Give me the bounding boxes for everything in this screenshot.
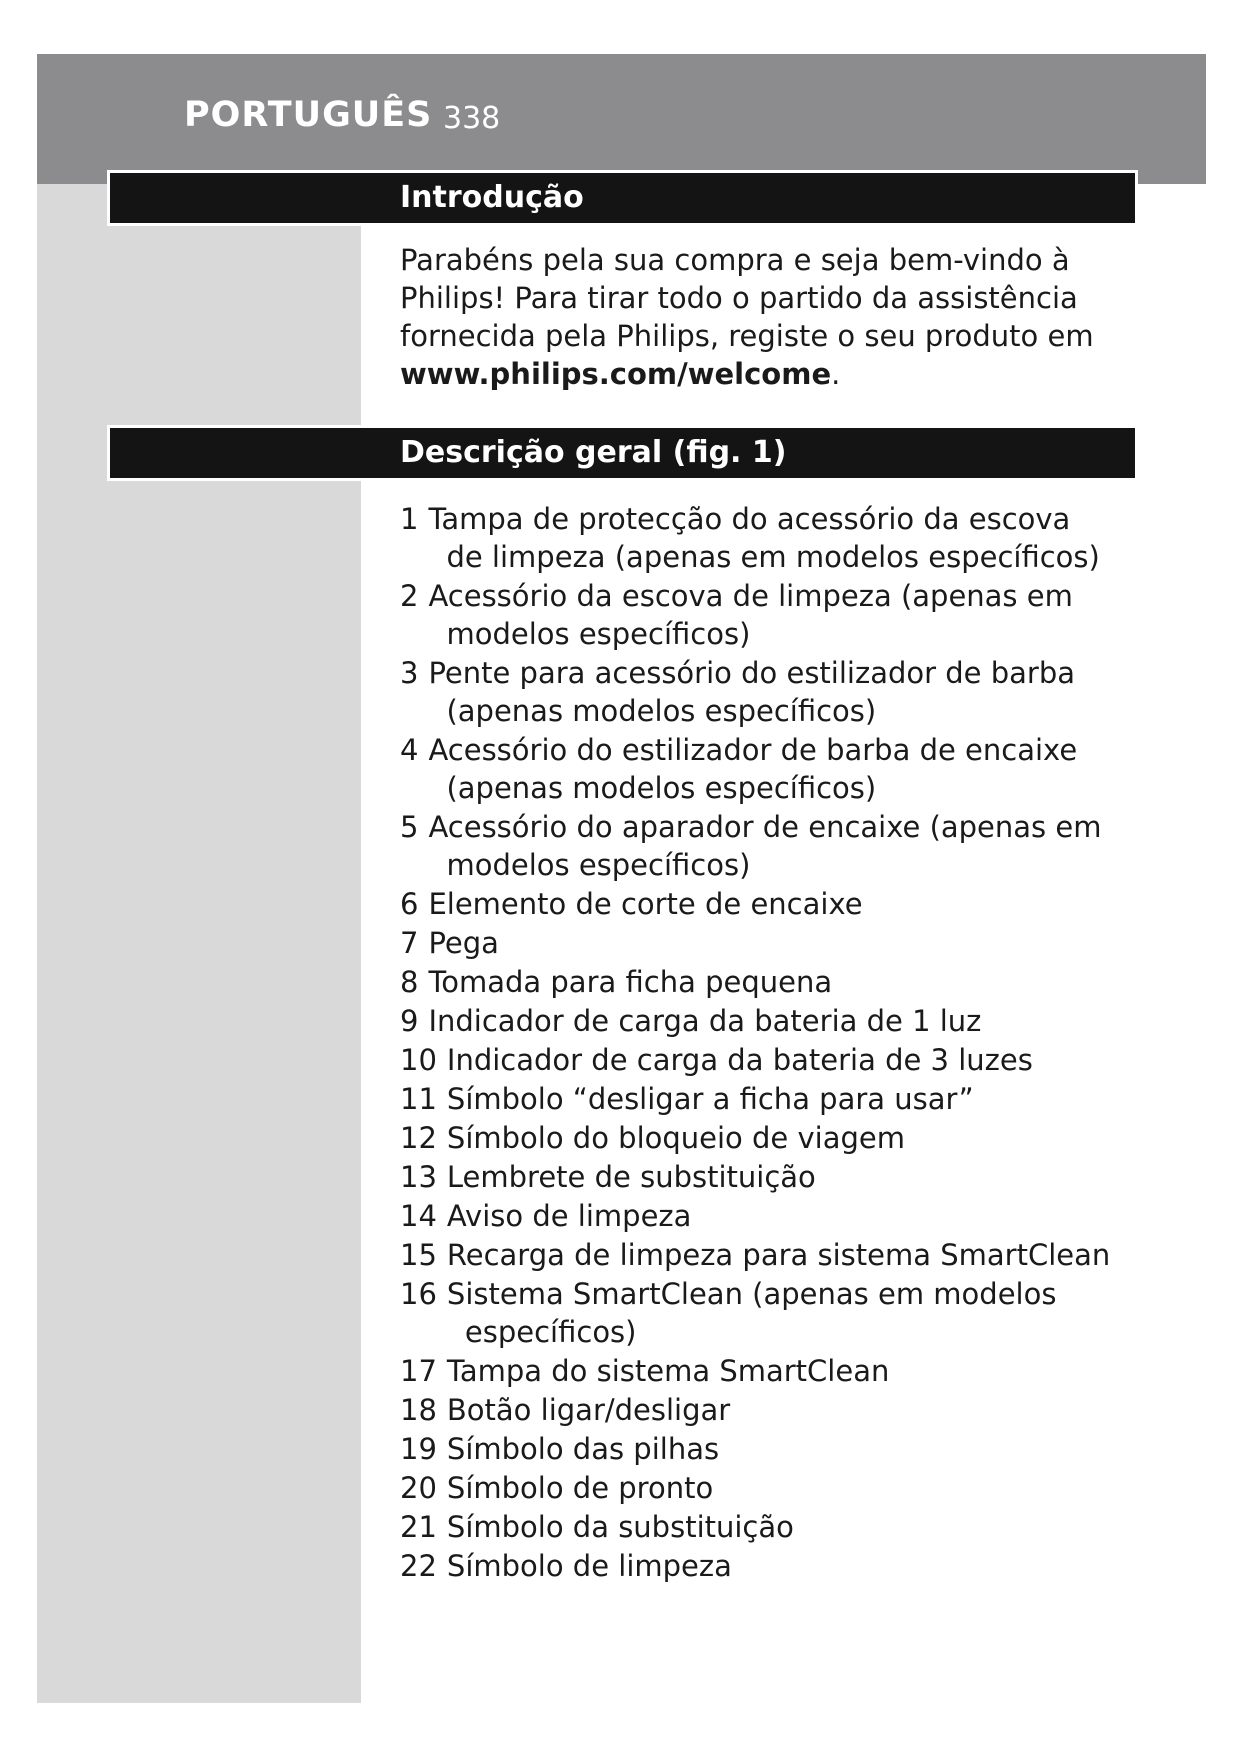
section-bar-overview [110,428,1135,478]
list-item [400,963,1160,1001]
list-item [400,1469,1160,1507]
list-item-line: modelos específicos) [446,617,751,651]
list-item-text [447,1197,1160,1235]
list-item-line: (apenas modelos específicos) [446,771,877,805]
list-item-number: 12 [400,1121,437,1155]
list-item-line: Pega [428,926,499,960]
list-item-text [447,1547,1160,1585]
list-item-line: Símbolo do bloqueio de viagem [446,1121,905,1155]
list-item [400,1080,1160,1118]
list-item-text [447,1508,1160,1546]
list-item [400,1002,1160,1040]
list-item-text [428,1002,1160,1040]
list-item-text [428,885,1160,923]
list-item-text [428,808,1160,884]
list-item [400,808,1160,884]
list-item-number: 13 [400,1160,437,1194]
list-item [400,1041,1160,1079]
intro-line: fornecida pela Philips, registe o seu produto em [400,319,1094,353]
list-item-number: 18 [400,1393,437,1427]
list-item-number: 3 [400,656,419,690]
list-item-text [428,731,1160,807]
list-item-line: Tomada para ficha pequena [428,965,833,999]
list-item-line: Símbolo “desligar a ficha para usar” [446,1082,974,1116]
list-item [400,1236,1160,1274]
list-item [400,731,1160,807]
list-item-line: Indicador de carga da bateria de 1 luz [428,1004,982,1038]
list-item-line: Elemento de corte de encaixe [428,887,863,921]
list-item-line: (apenas modelos específicos) [446,694,877,728]
list-item-text [447,1080,1160,1118]
list-item-line: específicos) [464,1315,637,1349]
list-item-line: Tampa de protecção do acessório da escova [428,502,1071,536]
list-item-text [447,1352,1160,1390]
list-item [400,1119,1160,1157]
list-item-number: 15 [400,1238,437,1272]
list-item-number: 19 [400,1432,437,1466]
list-item-line: Acessório da escova de limpeza (apenas em [428,579,1073,613]
list-item [400,500,1160,576]
list-item-number: 17 [400,1354,437,1388]
list-item-number: 4 [400,733,419,767]
list-item-line: Botão ligar/desligar [446,1393,731,1427]
list-item-text [447,1430,1160,1468]
list-item-line: Pente para acessório do estilizador de barba [428,656,1076,690]
list-item-number: 20 [400,1471,437,1505]
url-suffix: . [831,357,841,391]
list-item-line: Acessório do estilizador de barba de encaixe [428,733,1078,767]
welcome-link[interactable]: www.philips.com/welcome [400,357,832,391]
list-item [400,885,1160,923]
list-item-text [428,654,1160,730]
intro-line-url [400,355,1100,393]
list-item-number: 5 [400,810,419,844]
list-item-number: 1 [400,502,419,536]
list-item-text [428,963,1160,1001]
list-item [400,1275,1160,1351]
list-item-text [447,1119,1160,1157]
list-item-text [447,1158,1160,1196]
header-language: PORTUGUÊS [184,95,433,135]
list-item-line: Símbolo das pilhas [446,1432,720,1466]
list-item-number: 8 [400,965,419,999]
intro-line: Philips! Para tirar todo o partido da assistência [400,281,1078,315]
section-title-overview: Descrição geral (fig. 1) [400,435,787,470]
list-item-number: 7 [400,926,419,960]
list-item-text [447,1275,1160,1351]
list-item-line: Símbolo de limpeza [446,1549,732,1583]
list-item-line: Símbolo de pronto [446,1471,714,1505]
list-item-line: Lembrete de substituição [446,1160,816,1194]
list-item-number: 14 [400,1199,437,1233]
list-item-number: 22 [400,1549,437,1583]
list-item-line: Símbolo da substituição [446,1510,794,1544]
section-title-intro: Introdução [400,180,584,215]
intro-line: Parabéns pela sua compra e seja bem-vindo à [400,243,1070,277]
list-item-number: 9 [400,1004,419,1038]
list-item-text [428,500,1160,576]
list-item [400,1430,1160,1468]
list-item-text [447,1469,1160,1507]
list-item [400,1197,1160,1235]
left-margin-band [37,184,361,1703]
list-item [400,1391,1160,1429]
list-item-text [447,1391,1160,1429]
list-item-number: 16 [400,1277,437,1311]
list-item-line: Acessório do aparador de encaixe (apenas em [428,810,1102,844]
list-item [400,1158,1160,1196]
list-item-line: de limpeza (apenas em modelos específicos) [446,540,1100,574]
list-item-number: 11 [400,1082,437,1116]
list-item-line: Aviso de limpeza [446,1199,692,1233]
list-item-line: Indicador de carga da bateria de 3 luzes [446,1043,1033,1077]
list-item-number: 2 [400,579,419,613]
list-item-number: 21 [400,1510,437,1544]
list-item-line: Tampa do sistema SmartClean [446,1354,890,1388]
list-item [400,924,1160,962]
list-item-text [447,1236,1160,1274]
list-item [400,1547,1160,1585]
list-item [400,577,1160,653]
list-item-line: modelos específicos) [446,848,751,882]
list-item [400,1352,1160,1390]
list-item-text [428,924,1160,962]
parts-list [400,500,1160,1586]
list-item-number: 10 [400,1043,437,1077]
intro-paragraph [400,241,1100,393]
list-item-text [428,577,1160,653]
list-item-number: 6 [400,887,419,921]
section-bar-intro [110,173,1135,223]
list-item-line: Sistema SmartClean (apenas em modelos [446,1277,1057,1311]
list-item [400,654,1160,730]
list-item [400,1508,1160,1546]
page-number: 338 [443,101,501,136]
list-item-text [447,1041,1160,1079]
list-item-line: Recarga de limpeza para sistema SmartClean [446,1238,1111,1272]
